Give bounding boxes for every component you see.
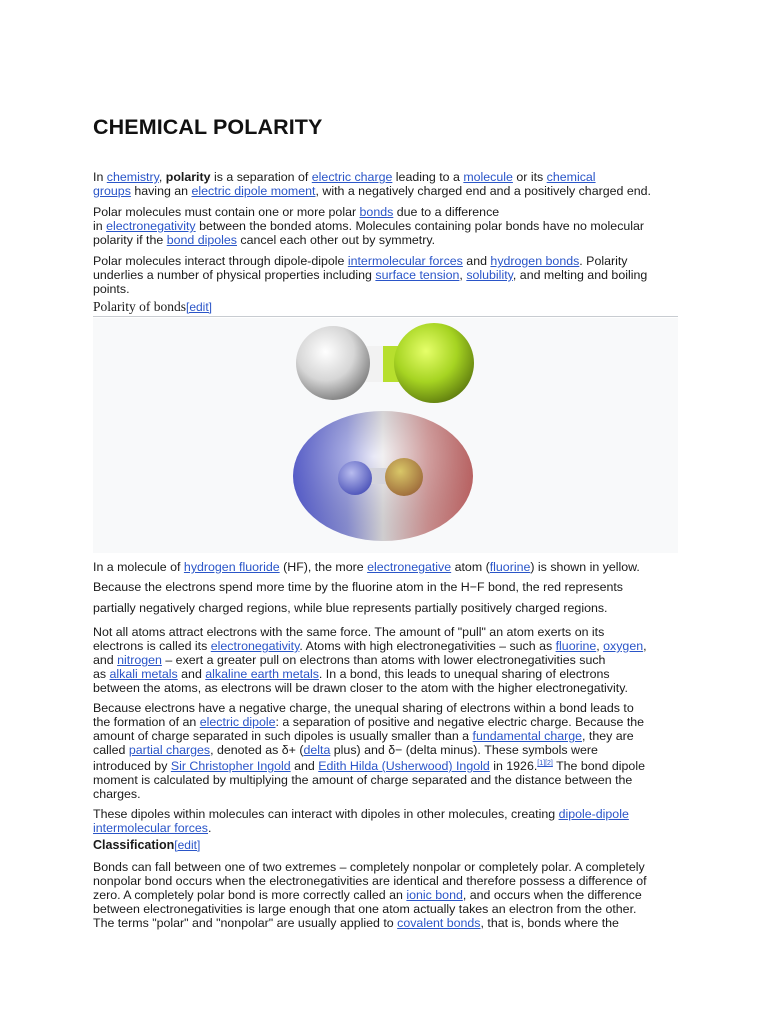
text: , <box>643 639 647 653</box>
text: and <box>462 254 491 268</box>
link-electronegative[interactable]: electronegative <box>367 560 452 574</box>
link-electronegativity[interactable]: electronegativity <box>210 639 300 653</box>
paragraph-electronegativity <box>93 625 683 695</box>
text: , and occurs when the difference <box>462 888 642 902</box>
text: In <box>93 170 107 184</box>
heading-divider <box>93 316 678 317</box>
link-partial-charges[interactable]: partial charges <box>128 743 211 757</box>
link-chemical-groups[interactable]: groups <box>93 184 131 198</box>
link-intermolecular-forces[interactable]: intermolecular forces <box>93 821 209 835</box>
link-fluorine[interactable]: fluorine <box>555 639 597 653</box>
text: Polar molecules must contain one or more polar <box>93 205 360 219</box>
text: The terms "polar" and "nonpolar" are usually applied to <box>93 916 398 930</box>
text: , <box>459 268 467 282</box>
link-surface-tension[interactable]: surface tension <box>375 268 460 282</box>
link-covalent-bonds[interactable]: covalent bonds <box>397 916 481 930</box>
text: zero. A completely polar bond is more correctly called an <box>93 888 407 902</box>
text: due to a difference <box>393 205 500 219</box>
heading-text: Classification <box>93 838 175 852</box>
text: electrons is called its <box>93 639 211 653</box>
text: , with a negatively charged end and a positively charged end. <box>315 184 651 198</box>
text: : a separation of positive and negative electric charge. Because the <box>275 715 645 729</box>
text: plus) and δ− (delta minus). These symbols were <box>330 743 598 757</box>
text: underlies a number of physical properties including <box>93 268 376 282</box>
text: between the bonded atoms. Molecules containing polar bonds have no molecular <box>195 219 645 233</box>
section-heading-polarity-of-bonds <box>93 299 212 315</box>
hydrogen-atom <box>296 326 370 400</box>
link-electric-dipole-moment[interactable]: electric dipole moment <box>191 184 316 198</box>
text: , <box>596 639 604 653</box>
text: These dipoles within molecules can interact with dipoles in other molecules, creating <box>93 807 559 821</box>
hf-molecule-figure <box>93 318 678 553</box>
text: as <box>93 667 110 681</box>
link-hydrogen-fluoride[interactable]: hydrogen fluoride <box>183 560 280 574</box>
text: , denoted as δ+ ( <box>210 743 304 757</box>
paragraph-dipole-interactions <box>93 807 683 835</box>
link-christopher-ingold[interactable]: Sir Christopher Ingold <box>170 759 291 774</box>
paragraph-polar-bonds <box>93 205 683 247</box>
text: leading to a <box>392 170 464 184</box>
text: called <box>93 743 129 757</box>
text: points. <box>93 282 130 296</box>
text: is a separation of <box>210 170 312 184</box>
text: , and melting and boiling <box>512 268 648 282</box>
paragraph-classification <box>93 860 683 930</box>
paragraph-dipole <box>93 701 683 801</box>
paragraph-interactions <box>93 254 683 296</box>
text: and <box>93 653 118 667</box>
link-alkaline-earth-metals[interactable]: alkaline earth metals <box>205 667 319 681</box>
text: charges. <box>93 787 141 802</box>
text: introduced by <box>93 759 171 774</box>
figure-caption-line-1 <box>93 560 683 574</box>
text: atom ( <box>451 560 490 574</box>
link-solubility[interactable]: solubility <box>466 268 513 282</box>
link-intermolecular-forces[interactable]: intermolecular forces <box>347 254 463 268</box>
text: polarity if the <box>93 233 167 247</box>
text: . Polarity <box>579 254 628 268</box>
link-electronegativity[interactable]: electronegativity <box>106 219 196 233</box>
bold-term: polarity <box>165 170 211 184</box>
link-fundamental-charge[interactable]: fundamental charge <box>472 729 583 743</box>
heading-text: Polarity of bonds <box>93 299 186 314</box>
edit-link[interactable]: [edit] <box>174 838 201 852</box>
text: between electronegativities is large enough that one atom actually takes an electron from the other. <box>93 902 637 916</box>
link-oxygen[interactable]: oxygen <box>603 639 644 653</box>
text: Because electrons have a negative charge, the unequal sharing of electrons within a bond leads to <box>93 701 634 715</box>
reference-link[interactable]: [1][2] <box>537 760 553 767</box>
hf-molecule-illustration <box>93 318 678 553</box>
text: and <box>290 759 319 774</box>
text: amount of charge separated in such dipoles is usually smaller than a <box>93 729 473 743</box>
text: , <box>158 170 166 184</box>
figure-caption-line-2: Because the electrons spend more time by the fluorine atom in the H−F bond, the red represents <box>93 580 623 594</box>
text: in 1926. <box>489 759 538 774</box>
link-electric-charge[interactable]: electric charge <box>311 170 393 184</box>
intro-paragraph <box>93 170 683 198</box>
text: . Atoms with high electronegativities – such as <box>299 639 556 653</box>
text: Bonds can fall between one of two extremes – completely nonpolar or completely polar. A completely <box>93 860 645 874</box>
text: – exert a greater pull on electrons than atoms with lower electronegativities such <box>161 653 606 667</box>
link-electric-dipole[interactable]: electric dipole <box>199 715 276 729</box>
link-hydrogen-bonds[interactable]: hydrogen bonds <box>490 254 580 268</box>
link-chemical-groups[interactable]: chemical <box>546 170 596 184</box>
text: Polar molecules interact through dipole-dipole <box>93 254 348 268</box>
text: cancel each other out by symmetry. <box>236 233 436 247</box>
edit-link[interactable]: [edit] <box>186 300 213 314</box>
link-nitrogen[interactable]: nitrogen <box>117 653 162 667</box>
text: having an <box>130 184 192 198</box>
link-bonds[interactable]: bonds <box>359 205 394 219</box>
text: moment is calculated by multiplying the amount of charge separated and the distance between the <box>93 773 633 788</box>
link-molecule[interactable]: molecule <box>463 170 513 184</box>
figure-caption-line-3: partially negatively charged regions, while blue represents partially positively charged regions. <box>93 601 608 615</box>
link-delta[interactable]: delta <box>303 743 331 757</box>
text: or its <box>512 170 547 184</box>
link-dipole-dipole[interactable]: dipole-dipole <box>558 807 629 821</box>
inner-hydrogen-atom <box>338 461 372 495</box>
text: and <box>177 667 206 681</box>
text: ) is shown in yellow. <box>530 560 640 574</box>
link-fluorine[interactable]: fluorine <box>489 560 531 574</box>
text: . <box>208 821 212 835</box>
inner-fluorine-atom <box>385 458 423 496</box>
link-alkali-metals[interactable]: alkali metals <box>109 667 178 681</box>
text: between the atoms, as electrons will be drawn closer to the atom with the higher electronegativity. <box>93 681 628 695</box>
text: nonpolar bond occurs when the electronegativities are identical and therefore possess a difference of <box>93 874 647 888</box>
text: the formation of an <box>93 715 200 729</box>
text: Not all atoms attract electrons with the same force. The amount of "pull" an atom exerts on its <box>93 625 605 639</box>
section-heading-classification <box>93 838 200 852</box>
page-title: CHEMICAL POLARITY <box>93 115 323 139</box>
text: (HF), the more <box>279 560 368 574</box>
link-edith-ingold[interactable]: Edith Hilda (Usherwood) Ingold <box>318 759 490 774</box>
link-chemistry[interactable]: chemistry <box>106 170 159 184</box>
link-bond-dipoles[interactable]: bond dipoles <box>166 233 237 247</box>
text: In a molecule of <box>93 560 184 574</box>
text: in <box>93 219 107 233</box>
fluorine-atom <box>394 323 474 403</box>
text: , they are <box>582 729 634 743</box>
text: , that is, bonds where the <box>480 916 619 930</box>
text: The bond dipole <box>552 759 645 774</box>
text: . In a bond, this leads to unequal sharing of electrons <box>318 667 610 681</box>
link-ionic-bond[interactable]: ionic bond <box>406 888 463 902</box>
